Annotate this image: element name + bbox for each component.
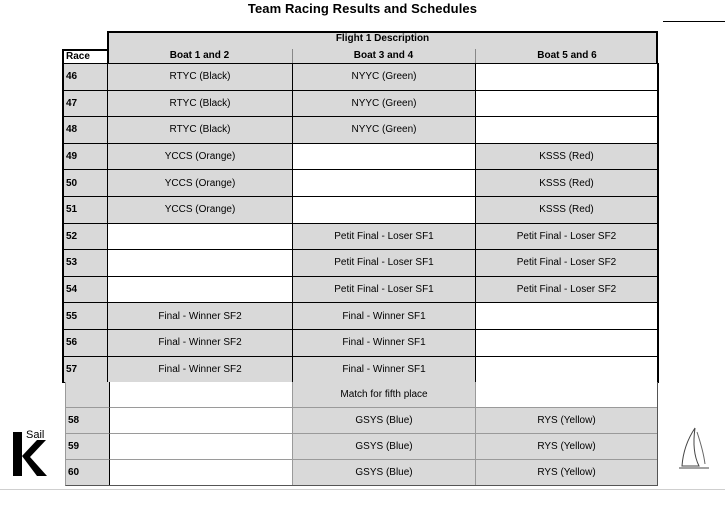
boat-3-4-cell: NYYC (Green) bbox=[292, 64, 475, 91]
boat-5-6-cell: KSSS (Red) bbox=[475, 170, 659, 197]
race-number: 56 bbox=[62, 330, 107, 357]
race-number: 47 bbox=[62, 91, 107, 118]
boat-3-4-cell: Final - Winner SF1 bbox=[292, 330, 475, 357]
boat-3-4-cell: Final - Winner SF1 bbox=[292, 303, 475, 330]
boat-5-6-cell bbox=[475, 64, 659, 91]
race-number: 50 bbox=[62, 170, 107, 197]
col-header-boat-5-6: Boat 5 and 6 bbox=[537, 50, 597, 61]
race-number bbox=[65, 382, 110, 408]
boat-5-6-cell bbox=[475, 91, 659, 118]
boat-5-6-cell: KSSS (Red) bbox=[475, 197, 659, 224]
page-title: Team Racing Results and Schedules bbox=[247, 1, 478, 16]
logo-text: Sail bbox=[26, 429, 45, 441]
race-number: 58 bbox=[65, 408, 110, 434]
boat-5-6-cell: Petit Final - Loser SF2 bbox=[475, 250, 659, 277]
race-number: 59 bbox=[65, 434, 110, 460]
boat-3-4-cell: Petit Final - Loser SF1 bbox=[292, 224, 475, 251]
boat-1-2-cell: Final - Winner SF2 bbox=[107, 357, 292, 384]
table-row bbox=[62, 170, 659, 197]
boat-5-6-cell bbox=[475, 330, 659, 357]
boat-5-6-cell: KSSS (Red) bbox=[475, 144, 659, 171]
boat-5-6-cell: RYS (Yellow) bbox=[476, 460, 658, 486]
boat-3-4-cell: Final - Winner SF1 bbox=[292, 357, 475, 384]
table-row bbox=[65, 408, 658, 434]
race-number: 53 bbox=[62, 250, 107, 277]
ksail-logo bbox=[11, 426, 49, 478]
table-row bbox=[62, 144, 659, 171]
boat-1-2-cell bbox=[110, 434, 293, 460]
race-number: 52 bbox=[62, 224, 107, 251]
boat-1-2-cell bbox=[107, 277, 292, 304]
boat-5-6-cell bbox=[475, 357, 659, 384]
boat-3-4-cell: Petit Final - Loser SF1 bbox=[292, 277, 475, 304]
table-row bbox=[62, 277, 659, 304]
table-row bbox=[62, 197, 659, 224]
race-number: 55 bbox=[62, 303, 107, 330]
boat-1-2-cell: YCCS (Orange) bbox=[107, 144, 292, 171]
boat-1-2-cell: RTYC (Black) bbox=[107, 64, 292, 91]
race-number: 57 bbox=[62, 357, 107, 384]
boat-5-6-cell bbox=[475, 117, 659, 144]
boat-1-2-cell bbox=[107, 224, 292, 251]
flight-label: Flight 1 Description bbox=[335, 33, 430, 44]
boat-5-6-cell: RYS (Yellow) bbox=[476, 408, 658, 434]
boat-5-6-cell bbox=[476, 382, 658, 408]
boat-1-2-cell bbox=[107, 250, 292, 277]
boat-3-4-cell: Petit Final - Loser SF1 bbox=[292, 250, 475, 277]
race-number: 48 bbox=[62, 117, 107, 144]
table-row bbox=[62, 117, 659, 144]
boat-3-4-cell: GSYS (Blue) bbox=[293, 460, 476, 486]
table-row bbox=[62, 64, 659, 91]
col-header-boat-1-2: Boat 1 and 2 bbox=[169, 50, 230, 61]
boat-1-2-cell bbox=[110, 382, 293, 408]
table-row bbox=[62, 357, 659, 384]
table-row bbox=[65, 382, 658, 408]
boat-3-4-cell: NYYC (Green) bbox=[292, 91, 475, 118]
boat-1-2-cell: RTYC (Black) bbox=[107, 117, 292, 144]
sailboat-icon bbox=[677, 426, 711, 472]
table-row bbox=[62, 330, 659, 357]
boat-1-2-cell bbox=[110, 460, 293, 486]
boat-3-4-cell bbox=[292, 197, 475, 224]
boat-5-6-cell: Petit Final - Loser SF2 bbox=[475, 277, 659, 304]
boat-5-6-cell bbox=[475, 303, 659, 330]
boat-3-4-cell: NYYC (Green) bbox=[292, 117, 475, 144]
boat-3-4-cell: Match for fifth place bbox=[293, 382, 476, 408]
boat-5-6-cell: RYS (Yellow) bbox=[476, 434, 658, 460]
col-header-boat-3-4: Boat 3 and 4 bbox=[353, 50, 414, 61]
table-row bbox=[65, 460, 658, 486]
table-row bbox=[62, 224, 659, 251]
table-row bbox=[62, 303, 659, 330]
boat-5-6-cell: Petit Final - Loser SF2 bbox=[475, 224, 659, 251]
race-number: 54 bbox=[62, 277, 107, 304]
race-number: 51 bbox=[62, 197, 107, 224]
boat-1-2-cell: YCCS (Orange) bbox=[107, 197, 292, 224]
footer-rule bbox=[0, 489, 725, 490]
race-number: 49 bbox=[62, 144, 107, 171]
race-number: 46 bbox=[62, 64, 107, 91]
table-row bbox=[62, 91, 659, 118]
boat-1-2-cell: Final - Winner SF2 bbox=[107, 303, 292, 330]
boat-1-2-cell: Final - Winner SF2 bbox=[107, 330, 292, 357]
boat-1-2-cell bbox=[110, 408, 293, 434]
race-number: 60 bbox=[65, 460, 110, 486]
boat-3-4-cell bbox=[292, 144, 475, 171]
table-row bbox=[65, 434, 658, 460]
table-row bbox=[62, 250, 659, 277]
boat-1-2-cell: YCCS (Orange) bbox=[107, 170, 292, 197]
boat-3-4-cell: GSYS (Blue) bbox=[293, 434, 476, 460]
race-header: Race bbox=[62, 49, 107, 63]
boat-1-2-cell: RTYC (Black) bbox=[107, 91, 292, 118]
boat-3-4-cell: GSYS (Blue) bbox=[293, 408, 476, 434]
boat-3-4-cell bbox=[292, 170, 475, 197]
title-rule bbox=[663, 21, 725, 22]
